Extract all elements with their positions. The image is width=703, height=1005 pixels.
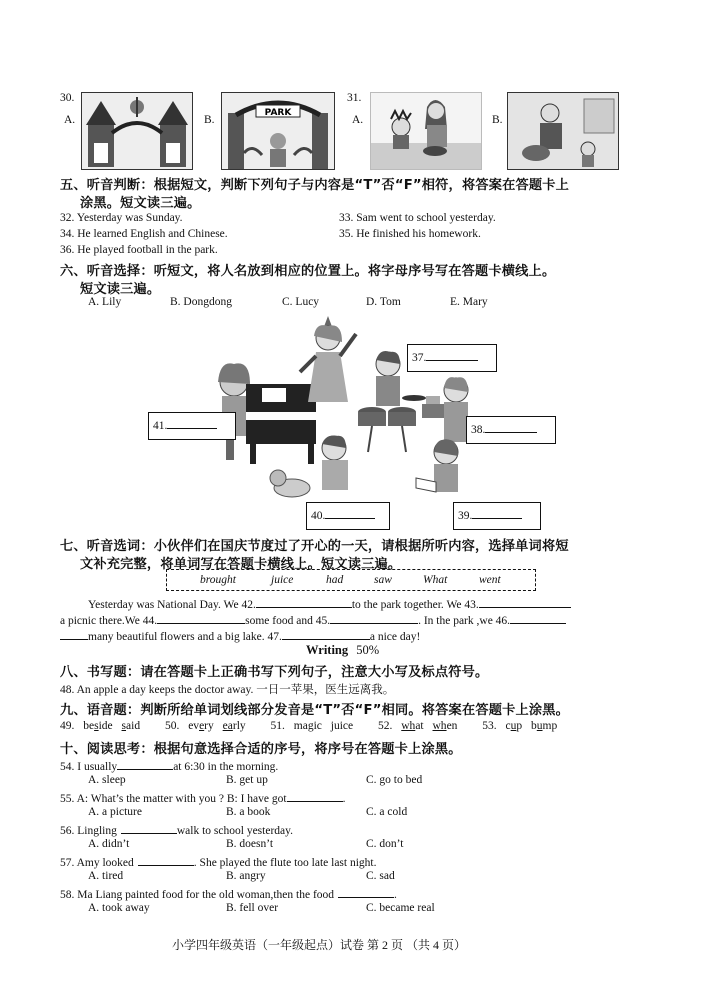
section-6-title-line2: 短文读三遍。	[80, 282, 161, 297]
section-10-title: 十、阅读思考：根据句意选择合适的序号，将序号在答题卡上涂黑。	[60, 742, 462, 757]
q58-option-c[interactable]: C. became real	[366, 902, 435, 914]
q31-option-a-label: A.	[352, 114, 364, 126]
answer-box-37[interactable]	[407, 344, 497, 372]
blank-47[interactable]	[282, 628, 370, 640]
option-mary: E. Mary	[450, 296, 488, 308]
answer-box-39[interactable]	[453, 502, 541, 530]
cooking-kitchen-picture	[370, 92, 482, 170]
q58-stem: 58. Ma Liang painted food for the old woman,then the food .	[60, 886, 397, 901]
answer-box-40-label: 40.	[311, 510, 326, 522]
section-5-title: 五、听音判断：根据短文，判断下列句子与内容是“T”否“F”相符，将答案在答题卡上	[60, 178, 570, 193]
answer-box-38[interactable]	[466, 416, 556, 444]
q56-option-c[interactable]: C. don’t	[366, 838, 404, 850]
q57-option-c[interactable]: C. sad	[366, 870, 395, 882]
writing-header	[306, 643, 379, 658]
passage-line-1	[88, 596, 571, 611]
q52-num: 52.	[378, 720, 393, 732]
q56-option-a[interactable]: A. didn’t	[88, 838, 130, 850]
q50	[165, 720, 249, 732]
option-dongdong: B. Dongdong	[170, 296, 232, 308]
section-9-title: 九、语音题：判断所给单词划线部分发音是“T”否“F”相同。将答案在答题卡上涂黑。	[60, 703, 570, 718]
word-went: went	[479, 574, 501, 586]
answer-box-41-line	[167, 417, 217, 429]
answer-box-39-line	[472, 507, 522, 519]
q53	[482, 720, 557, 732]
man-cooking-picture	[507, 92, 619, 170]
answer-box-40[interactable]	[306, 502, 390, 530]
q33: 33. Sam went to school yesterday.	[339, 212, 496, 224]
answer-box-38-label: 38.	[471, 424, 486, 436]
passage-line-2	[60, 612, 566, 627]
option-tom: D. Tom	[366, 296, 401, 308]
q30-option-b-label: B.	[204, 114, 215, 126]
q56-blank	[121, 822, 177, 834]
q54-stem: 54. I usually at 6:30 in the morning.	[60, 758, 278, 773]
section-7-title-line2: 文补充完整，将单词写在答题卡横线上。短文读三遍。	[80, 557, 402, 572]
q49-num: 49.	[60, 720, 75, 732]
q58-option-a[interactable]: A. took away	[88, 902, 150, 914]
page-footer: 小学四年级英语（一年级起点）试卷 第 2 页 （共 4 页）	[172, 938, 467, 952]
q35: 35. He finished his homework.	[339, 228, 481, 240]
blank-45[interactable]	[330, 612, 418, 624]
q31-option-b-label: B.	[492, 114, 503, 126]
q52-word1: what	[401, 720, 424, 732]
word-brought: brought	[200, 574, 236, 586]
q53-num: 53.	[482, 720, 497, 732]
answer-box-39-label: 39.	[458, 510, 473, 522]
q50-word1: every	[188, 720, 214, 732]
passage-2a: a picnic there.We 44.	[60, 615, 158, 627]
q51	[271, 720, 356, 732]
q51-num: 51.	[270, 720, 285, 732]
passage-line-3	[60, 628, 420, 643]
section-5-title-line2: 涂黑。短文读三遍。	[80, 196, 201, 211]
passage-2b: some food and 45.	[245, 615, 331, 627]
q58-blank	[338, 886, 394, 898]
blank-46[interactable]	[510, 612, 566, 624]
q57-stem: 57. Amy looked . She played the flute too late last night.	[60, 854, 376, 869]
q32: 32. Yesterday was Sunday.	[60, 212, 183, 224]
answer-box-40-line	[325, 507, 375, 519]
answer-box-41[interactable]	[148, 412, 236, 440]
word-juice: juice	[271, 574, 294, 586]
q56-option-b[interactable]: B. doesn’t	[226, 838, 274, 850]
q49-word2: said	[121, 720, 141, 732]
q55-option-a[interactable]: A. a picture	[88, 806, 142, 818]
park-sign-text: PARK	[264, 108, 292, 118]
writing-label: Writing	[306, 643, 349, 657]
q54-blank	[117, 758, 173, 770]
q51-word2: juice	[330, 720, 354, 732]
word-bank	[166, 569, 536, 591]
q55-option-b[interactable]: B. a book	[226, 806, 271, 818]
option-lucy: C. Lucy	[282, 296, 320, 308]
q30-number: 30.	[60, 92, 75, 104]
q31-number: 31.	[347, 92, 362, 104]
castle-gate-picture	[81, 92, 193, 170]
passage-3a: many beautiful flowers and a big lake. 47.	[88, 631, 282, 643]
answer-box-38-line	[485, 421, 537, 433]
q54-option-c[interactable]: C. go to bed	[366, 774, 423, 786]
park-gate-picture	[221, 92, 335, 170]
word-had: had	[326, 574, 344, 586]
q48: 48. An apple a day keeps the doctor away. 一日一苹果，医生远离我。	[60, 684, 395, 696]
answer-box-37-label: 37.	[412, 352, 427, 364]
q57-blank	[138, 854, 194, 866]
q55-option-c[interactable]: C. a cold	[366, 806, 408, 818]
blank-43[interactable]	[479, 596, 571, 608]
q34: 34. He learned English and Chinese.	[60, 228, 228, 240]
q57-option-b[interactable]: B. angry	[226, 870, 266, 882]
q36: 36. He played football in the park.	[60, 244, 218, 256]
passage-2c: . In the park ,we 46.	[418, 615, 511, 627]
passage-1a: Yesterday was National Day. We 42.	[88, 599, 256, 611]
word-what: What	[423, 574, 448, 586]
phonics-row	[60, 720, 557, 732]
q49	[60, 720, 143, 732]
q55-blank	[287, 790, 343, 802]
passage-3b: a nice day!	[369, 631, 421, 643]
passage-1b: to the park together. We 43.	[351, 599, 479, 611]
answer-box-37-line	[426, 349, 478, 361]
blank-44[interactable]	[157, 612, 245, 624]
blank-42[interactable]	[256, 596, 352, 608]
writing-percent: 50%	[356, 643, 380, 657]
q52	[378, 720, 460, 732]
q55-stem: 55. A: What’s the matter with you ? B: I have got .	[60, 790, 345, 805]
section-8-title: 八、书写题：请在答题卡上正确书写下列句子，注意大小写及标点符号。	[60, 665, 489, 680]
q52-word2: when	[432, 720, 458, 732]
blank-46-cont	[60, 628, 88, 640]
q50-word2: early	[222, 720, 246, 732]
section-6-title: 六、听音选择：听短文，将人名放到相应的位置上。将字母序号写在答题卡横线上。	[60, 264, 556, 279]
q51-word1: magic	[293, 720, 322, 732]
section-7-title: 七、听音选词：小伙伴们在国庆节度过了开心的一天，请根据所听内容，选择单词将短	[60, 539, 569, 554]
q49-word1: beside	[83, 720, 113, 732]
answer-box-41-label: 41.	[153, 420, 168, 432]
q53-word1: cup	[505, 720, 523, 732]
q58-option-b[interactable]: B. fell over	[226, 902, 279, 914]
q56-stem: 56. Lingling walk to school yesterday.	[60, 822, 293, 837]
q53-word2: bump	[531, 720, 558, 732]
q54-option-a[interactable]: A. sleep	[88, 774, 126, 786]
option-lily: A. Lily	[88, 296, 122, 308]
word-saw: saw	[374, 574, 392, 586]
q57-option-a[interactable]: A. tired	[88, 870, 124, 882]
q54-option-b[interactable]: B. get up	[226, 774, 268, 786]
q30-option-a-label: A.	[64, 114, 76, 126]
q50-num: 50.	[164, 720, 180, 732]
